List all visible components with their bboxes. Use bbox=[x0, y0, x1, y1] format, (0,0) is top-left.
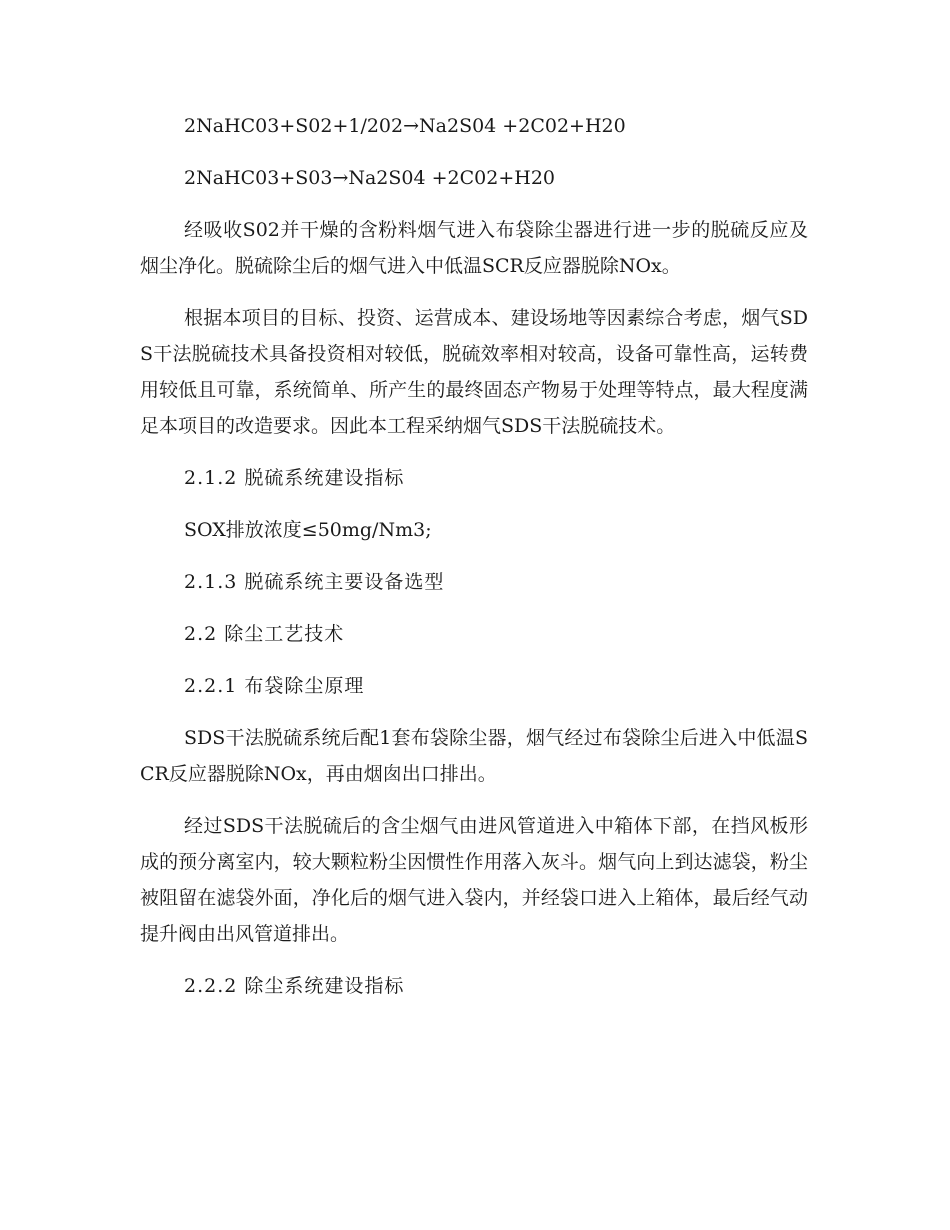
section-heading-2-2-2: 2.2.2 除尘系统建设指标 bbox=[184, 975, 405, 997]
paragraph-bag-filter-principle: 经过SDS干法脱硫后的含尘烟气由进风管道进入中箱体下部，在挡风板形成的预分离室内，较大颗粒粉尘因惯性作用落入灰斗。烟气向上到达滤袋，粉尘被阻留在滤袋外面，净化后的烟气进入袋内，并经袋口进入上箱体，最后经气动提升阀由出风管道排出。 bbox=[140, 815, 808, 945]
section-heading-2-1-3: 2.1.3 脱硫系统主要设备选型 bbox=[184, 571, 445, 593]
paragraph-bag-filter-config: SDS干法脱硫系统后配1套布袋除尘器，烟气经过布袋除尘后进入中低温SCR反应器脱除NOx，再由烟囱出口排出。 bbox=[140, 727, 808, 785]
document-body bbox=[140, 108, 808, 1020]
sox-emission-limit: SOX排放浓度≤50mg/Nm3; bbox=[184, 519, 432, 541]
paragraph-technology-choice: 根据本项目的目标、投资、运营成本、建设场地等因素综合考虑，烟气SDS干法脱硫技术具备投资相对较低，脱硫效率相对较高，设备可靠性高，运转费用较低且可靠，系统简单、所产生的最终固态产物易于处理等特点，最大程度满足本项目的改造要求。因此本工程采纳烟气SDS干法脱硫技术。 bbox=[140, 307, 808, 437]
section-heading-2-2-1: 2.2.1 布袋除尘原理 bbox=[184, 675, 365, 697]
reaction-equation-so2: 2NaHC03+S02+1/202→Na2S04 +2C02+H20 bbox=[184, 115, 626, 137]
reaction-equation-so3: 2NaHC03+S03→Na2S04 +2C02+H20 bbox=[184, 167, 556, 189]
section-heading-2-2: 2.2 除尘工艺技术 bbox=[184, 623, 345, 645]
section-heading-2-1-2: 2.1.2 脱硫系统建设指标 bbox=[184, 467, 405, 489]
paragraph-absorption: 经吸收S02并干燥的含粉料烟气进入布袋除尘器进行进一步的脱硫反应及烟尘净化。脱硫除尘后的烟气进入中低温SCR反应器脱除NOx。 bbox=[140, 219, 808, 277]
